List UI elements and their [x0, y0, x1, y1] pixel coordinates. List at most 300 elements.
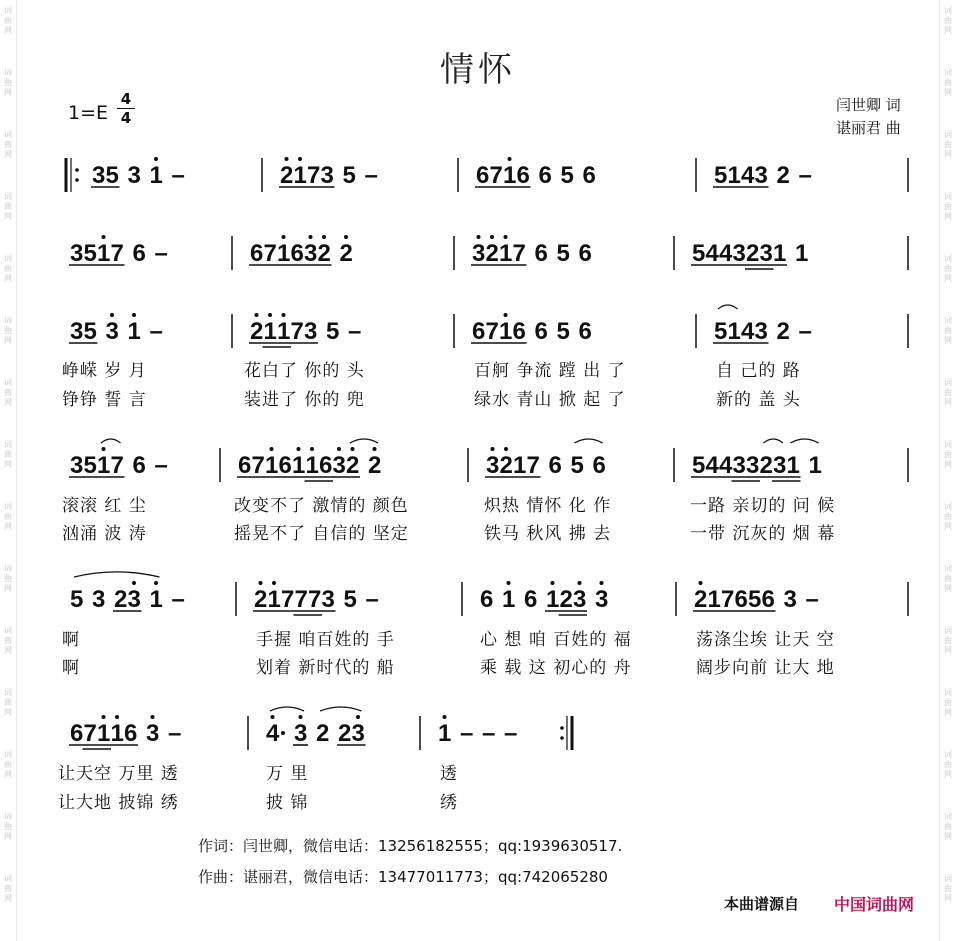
lyricist-credit: 闫世卿 词: [836, 96, 901, 114]
watermark-glyph: 曲: [944, 78, 952, 87]
watermark-glyph: 词: [4, 130, 12, 139]
note-digit: 3: [754, 162, 768, 189]
lyric-r5-l2-m2: 划着 新时代的 船: [256, 658, 395, 678]
note-digit: 6: [319, 452, 333, 479]
watermark-glyph: 词: [944, 68, 952, 77]
lyric-r6-l2-m2: 披 锦: [266, 793, 309, 813]
note-digit: 6: [476, 162, 490, 189]
lyric-r3-l1-m3: 百舸 争流 蹚 出 了: [474, 361, 626, 381]
note-digit: 6: [472, 318, 486, 345]
note-digit: 3: [146, 720, 160, 747]
note-digit: 3: [486, 452, 500, 479]
repeat-dot: [560, 736, 564, 740]
watermark-glyph: 词: [944, 192, 952, 201]
note-digit: 6: [534, 318, 548, 345]
octave-dot: [282, 235, 286, 239]
watermark-glyph: 词: [4, 6, 12, 15]
watermark-glyph: 网: [4, 832, 12, 841]
dash-extension: –: [504, 720, 518, 747]
note-digit: 3: [332, 452, 346, 479]
note-digit: 1: [795, 240, 809, 267]
lyric-r5-l2-m3: 乘 载 这 初心的 舟: [480, 658, 632, 678]
lyric-r4-l2-m3: 铁马 秋风 拂 去: [484, 524, 612, 544]
octave-dot: [322, 235, 326, 239]
note-digit: 2: [346, 452, 360, 479]
watermark-glyph: 词: [4, 874, 12, 883]
octave-dot: [477, 235, 481, 239]
note-digit: 5: [326, 318, 340, 345]
watermark-glyph: 词: [944, 6, 952, 15]
note-digit: 1: [503, 162, 517, 189]
note-digit: 6: [734, 586, 748, 613]
watermark-glyph: 网: [944, 522, 952, 531]
note-digit: 5: [692, 452, 706, 479]
octave-dot: [115, 715, 119, 719]
watermark-glyph: 词: [944, 378, 952, 387]
note-digit: 5: [714, 318, 728, 345]
note-digit: 6: [578, 318, 592, 345]
watermark-glyph: 网: [4, 26, 12, 35]
octave-dot: [508, 157, 512, 161]
note-digit: 7: [281, 586, 295, 613]
watermark-glyph: 词: [4, 378, 12, 387]
note-digit: 1: [305, 452, 319, 479]
octave-dot: [337, 447, 341, 451]
lyric-r5-l1-m4: 荡涤尘埃 让天 空: [696, 630, 835, 650]
watermark-glyph: 词: [944, 502, 952, 511]
watermark-glyph: 词: [4, 750, 12, 759]
watermark-glyph: 曲: [944, 140, 952, 149]
watermark-glyph: 曲: [4, 636, 12, 645]
time-signature-denominator: 4: [120, 109, 132, 127]
octave-dot: [344, 235, 348, 239]
note-digit: 1: [727, 162, 741, 189]
note-digit: 2: [114, 586, 128, 613]
note-digit: 2: [694, 586, 708, 613]
watermark-glyph: 网: [4, 150, 12, 159]
note-digit: 5: [692, 240, 706, 267]
repeat-dot: [75, 168, 79, 172]
lyric-r6-l2-m1: 让大地 披锦 绣: [58, 793, 179, 813]
note-digit: 5: [343, 586, 357, 613]
note-digit: 1: [149, 586, 163, 613]
watermark-glyph: 曲: [4, 574, 12, 583]
note-digit: 7: [83, 720, 97, 747]
watermark-glyph: 网: [4, 212, 12, 221]
note-digit: 4: [705, 240, 719, 267]
dash-extension: –: [460, 720, 474, 747]
watermark-glyph: 网: [4, 398, 12, 407]
note-digit: 7: [251, 452, 265, 479]
note-digit: 4: [741, 162, 755, 189]
watermark-glyph: 曲: [4, 450, 12, 459]
watermark-glyph: 词: [4, 812, 12, 821]
lyric-r4-l2-m4: 一带 沉灰的 烟 幕: [690, 524, 836, 544]
time-signature-numerator: 4: [120, 90, 132, 108]
watermark-glyph: 网: [944, 212, 952, 221]
dash-extension: –: [154, 452, 168, 479]
watermark-glyph: 词: [4, 440, 12, 449]
note-digit: 4: [741, 318, 755, 345]
watermark-glyph: 曲: [944, 388, 952, 397]
note-digit: 2: [316, 720, 330, 747]
watermark-glyph: 网: [944, 832, 952, 841]
key-signature: 1=E: [68, 102, 109, 124]
dash-extension: –: [149, 318, 163, 345]
watermark-glyph: 网: [944, 88, 952, 97]
source-site-link[interactable]: 中国词曲网: [834, 895, 915, 914]
note-digit: 6: [278, 452, 292, 479]
note-digit: 3: [783, 586, 797, 613]
lyric-r4-l1-m4: 一路 亲切的 问 候: [690, 496, 836, 516]
watermark-glyph: 网: [4, 274, 12, 283]
lyric-r5-l1-m2: 手握 咱百姓的 手: [256, 630, 395, 650]
watermark-glyph: 网: [4, 770, 12, 779]
note-digit: 6: [534, 240, 548, 267]
note-digit: 7: [512, 240, 526, 267]
note-digit: 5: [714, 162, 728, 189]
lyric-r3-l2-m1: 铮铮 誓 言: [62, 390, 147, 410]
dash-extension: –: [805, 586, 819, 613]
watermark-glyph: 词: [4, 502, 12, 511]
slur-arc: [320, 707, 362, 711]
octave-dot: [271, 715, 275, 719]
watermark-glyph: 曲: [944, 264, 952, 273]
note-digit: 5: [748, 586, 762, 613]
octave-dot: [154, 157, 158, 161]
octave-dot: [356, 715, 360, 719]
note-digit: 1: [513, 452, 527, 479]
note-digit: 6: [480, 586, 494, 613]
note-digit: 2: [317, 240, 331, 267]
note-digit: 1: [727, 318, 741, 345]
watermark-glyph: 网: [4, 336, 12, 345]
octave-dot: [299, 715, 303, 719]
watermark-glyph: 词: [944, 564, 952, 573]
octave-dot: [255, 313, 259, 317]
note-digit: 1: [499, 318, 513, 345]
note-digit: 3: [595, 586, 609, 613]
watermark-glyph: 词: [944, 874, 952, 883]
lyric-r5-l2-m1: 啊: [62, 658, 80, 678]
slur-arc: [101, 439, 121, 443]
note-digit: 4: [705, 452, 719, 479]
lyricist-contact: 作词：闫世卿，微信电话：13256182555；qq:1939630517.: [198, 837, 623, 855]
note-digit: 2: [499, 452, 513, 479]
octave-dot: [285, 157, 289, 161]
watermark-glyph: 词: [4, 626, 12, 635]
watermark-glyph: 网: [944, 894, 952, 903]
watermark-glyph: 网: [944, 274, 952, 283]
note-digit: 1: [707, 586, 721, 613]
watermark-glyph: 网: [944, 26, 952, 35]
note-digit: 5: [105, 162, 119, 189]
lyric-r6-l1-m3: 透: [440, 764, 458, 784]
note-digit: 7: [485, 318, 499, 345]
watermark-glyph: 曲: [4, 326, 12, 335]
octave-dot: [102, 235, 106, 239]
composer-credit: 谌丽君 曲: [836, 119, 901, 137]
dash-extension: –: [364, 162, 378, 189]
note-digit: 2: [746, 240, 760, 267]
watermark-glyph: 网: [944, 336, 952, 345]
note-digit: 3: [732, 452, 746, 479]
octave-dot: [504, 447, 508, 451]
note-digit: 6: [70, 720, 84, 747]
note-digit: 5: [556, 318, 570, 345]
octave-dot: [551, 581, 555, 585]
octave-dot: [507, 581, 511, 585]
watermark-glyph: 网: [944, 398, 952, 407]
note-digit: 1: [267, 586, 281, 613]
dash-extension: –: [168, 720, 182, 747]
note-digit: 6: [592, 452, 606, 479]
watermark-glyph: 曲: [944, 636, 952, 645]
note-digit: 1: [110, 720, 124, 747]
octave-dot: [504, 313, 508, 317]
watermark-glyph: 网: [944, 584, 952, 593]
watermark-glyph: 曲: [944, 202, 952, 211]
octave-dot: [270, 447, 274, 451]
watermark-glyph: 词: [4, 254, 12, 263]
dash-extension: –: [798, 318, 812, 345]
lyric-r3-l2-m2: 装进了 你的 兜: [244, 390, 365, 410]
note-digit: 5: [83, 452, 97, 479]
note-digit: 1: [773, 240, 787, 267]
note-digit: 3: [70, 318, 84, 345]
watermark-glyph: 曲: [4, 202, 12, 211]
note-digit: 3: [472, 240, 486, 267]
note-digit: 1: [292, 452, 306, 479]
note-digit: 5: [560, 162, 574, 189]
octave-dot: [309, 235, 313, 239]
note-digit: 3: [759, 240, 773, 267]
octave-dot: [443, 715, 447, 719]
lyric-r6-l1-m2: 万 里: [266, 764, 309, 784]
note-digit: 7: [721, 586, 735, 613]
watermark-glyph: 曲: [944, 574, 952, 583]
note-digit: 1: [265, 452, 279, 479]
note-digit: 5: [342, 162, 356, 189]
lyric-r4-l2-m1: 汹涌 波 涛: [62, 524, 147, 544]
dash-extension: –: [348, 318, 362, 345]
note-digit: 3: [351, 720, 365, 747]
octave-dot: [351, 447, 355, 451]
slur-arc: [74, 572, 160, 577]
note-digit: 3: [304, 240, 318, 267]
watermark-glyph: 词: [944, 750, 952, 759]
note-digit: 5: [83, 240, 97, 267]
note-digit: 3: [773, 452, 787, 479]
octave-dot: [578, 581, 582, 585]
watermark-glyph: 词: [944, 254, 952, 263]
watermark-glyph: 网: [4, 894, 12, 903]
note-digit: 6: [761, 586, 775, 613]
note-digit: 7: [110, 240, 124, 267]
note-digit: 1: [97, 240, 111, 267]
watermark-glyph: 曲: [944, 698, 952, 707]
note-digit: 3: [127, 162, 141, 189]
watermark-glyph: 词: [944, 812, 952, 821]
note-digit: 1: [808, 452, 822, 479]
octave-dot: [102, 447, 106, 451]
lyric-r3-l2-m4: 新的 盖 头: [716, 390, 801, 410]
watermark-glyph: 曲: [4, 140, 12, 149]
note-digit: 3: [127, 586, 141, 613]
note-digit: 7: [263, 240, 277, 267]
watermark-glyph: 曲: [944, 512, 952, 521]
note-digit: 1: [277, 318, 291, 345]
note-digit: 5: [83, 318, 97, 345]
note-digit: 2: [250, 318, 264, 345]
octave-dot: [154, 581, 158, 585]
note-digit: 6: [512, 318, 526, 345]
watermark-glyph: 曲: [944, 822, 952, 831]
lyric-r4-l1-m2: 改变不了 激情的 颜色: [234, 496, 409, 516]
note-digit: 3: [732, 240, 746, 267]
note-digit: 3: [320, 162, 334, 189]
repeat-dot: [75, 178, 79, 182]
octave-dot: [110, 313, 114, 317]
lyric-r6-l2-m3: 绣: [440, 793, 458, 813]
note-digit: 4: [719, 452, 733, 479]
note-digit: 6: [290, 240, 304, 267]
slur-arc: [270, 707, 304, 711]
note-digit: 3: [92, 586, 106, 613]
note-digit: 1: [149, 162, 163, 189]
note-digit: 1: [499, 240, 513, 267]
note-digit: 2: [254, 586, 268, 613]
note-digit: 5: [70, 586, 84, 613]
note-digit: 1: [277, 240, 291, 267]
octave-dot: [297, 447, 301, 451]
note-digit: 6: [582, 162, 596, 189]
note-digit: 4: [719, 240, 733, 267]
watermark-glyph: 网: [944, 708, 952, 717]
note-digit: 2: [485, 240, 499, 267]
watermark-glyph: 词: [4, 564, 12, 573]
note-digit: 5: [556, 240, 570, 267]
note-digit: 1: [263, 318, 277, 345]
note-digit: 3: [746, 452, 760, 479]
watermark-glyph: 网: [944, 770, 952, 779]
note-digit: 3: [294, 720, 308, 747]
source-label: 本曲谱源自: [724, 895, 800, 913]
note-digit: 6: [132, 452, 146, 479]
octave-dot: [600, 581, 604, 585]
lyric-r3-l2-m3: 绿水 青山 掀 起 了: [474, 390, 626, 410]
watermark-glyph: 词: [944, 688, 952, 697]
watermark-glyph: 曲: [944, 450, 952, 459]
octave-dot: [102, 715, 106, 719]
note-digit: 3: [70, 240, 84, 267]
watermark-glyph: 词: [944, 130, 952, 139]
note-digit: 1: [546, 586, 560, 613]
note-digit: 7: [489, 162, 503, 189]
note-digit: 3: [754, 318, 768, 345]
watermark-glyph: 曲: [944, 16, 952, 25]
note-digit: 7: [290, 318, 304, 345]
lyric-r4-l2-m2: 摇晃不了 自信的 坚定: [234, 524, 409, 544]
octave-dot: [310, 447, 314, 451]
octave-dot: [272, 581, 276, 585]
song-title: 情怀: [440, 50, 516, 90]
watermark-glyph: 词: [944, 316, 952, 325]
watermark-glyph: 词: [4, 688, 12, 697]
watermark-glyph: 曲: [4, 760, 12, 769]
note-digit: 3: [92, 162, 106, 189]
note-digit: 4: [266, 720, 280, 747]
watermark-glyph: 网: [944, 460, 952, 469]
note-digit: 2: [776, 162, 790, 189]
lyric-r5-l2-m4: 阔步向前 让大 地: [696, 658, 835, 678]
note-digit: 2: [559, 586, 573, 613]
note-digit: 2: [368, 452, 382, 479]
lyric-r3-l1-m1: 峥嵘 岁 月: [62, 361, 147, 381]
slur-arc: [718, 305, 738, 309]
note-digit: 1: [127, 318, 141, 345]
lyric-r5-l1-m1: 啊: [62, 630, 80, 650]
octave-dot: [373, 447, 377, 451]
note-digit: 3: [105, 318, 119, 345]
octave-dot: [151, 715, 155, 719]
watermark-glyph: 网: [4, 460, 12, 469]
slur-arc: [791, 439, 819, 443]
note-digit: 7: [307, 162, 321, 189]
dash-extension: –: [365, 586, 379, 613]
watermark-glyph: 曲: [4, 512, 12, 521]
watermark-glyph: 网: [4, 584, 12, 593]
watermark-glyph: 网: [4, 88, 12, 97]
note-digit: 1: [97, 452, 111, 479]
note-digit: 1: [97, 720, 111, 747]
watermark-glyph: 曲: [944, 326, 952, 335]
watermark-glyph: 词: [944, 440, 952, 449]
note-digit: 7: [526, 452, 540, 479]
watermark-glyph: 曲: [4, 16, 12, 25]
watermark-glyph: 网: [944, 646, 952, 655]
lyric-r3-l1-m4: 自 己的 路: [716, 361, 801, 381]
octave-dot: [491, 447, 495, 451]
lyric-r4-l1-m3: 炽热 情怀 化 作: [484, 496, 612, 516]
note-digit: 1: [438, 720, 452, 747]
watermark-glyph: 曲: [944, 760, 952, 769]
note-digit: 6: [250, 240, 264, 267]
note-digit: 2: [280, 162, 294, 189]
watermark-glyph: 曲: [4, 264, 12, 273]
note-digit: 7: [294, 586, 308, 613]
note-digit: 6: [578, 240, 592, 267]
slur-arc: [350, 439, 378, 443]
octave-dot: [699, 581, 703, 585]
note-digit: 2: [759, 452, 773, 479]
note-digit: 3: [70, 452, 84, 479]
watermark-glyph: 网: [4, 646, 12, 655]
watermark-glyph: 词: [4, 316, 12, 325]
octave-dot: [259, 581, 263, 585]
dash-extension: –: [154, 240, 168, 267]
dash-extension: –: [798, 162, 812, 189]
watermark-glyph: 曲: [4, 884, 12, 893]
note-digit: 1: [502, 586, 516, 613]
octave-dot: [132, 581, 136, 585]
slur-arc: [764, 439, 784, 443]
octave-dot: [282, 313, 286, 317]
note-digit: 6: [124, 720, 138, 747]
note-digit: 3: [321, 586, 335, 613]
note-digit: 6: [132, 240, 146, 267]
note-digit: 7: [308, 586, 322, 613]
